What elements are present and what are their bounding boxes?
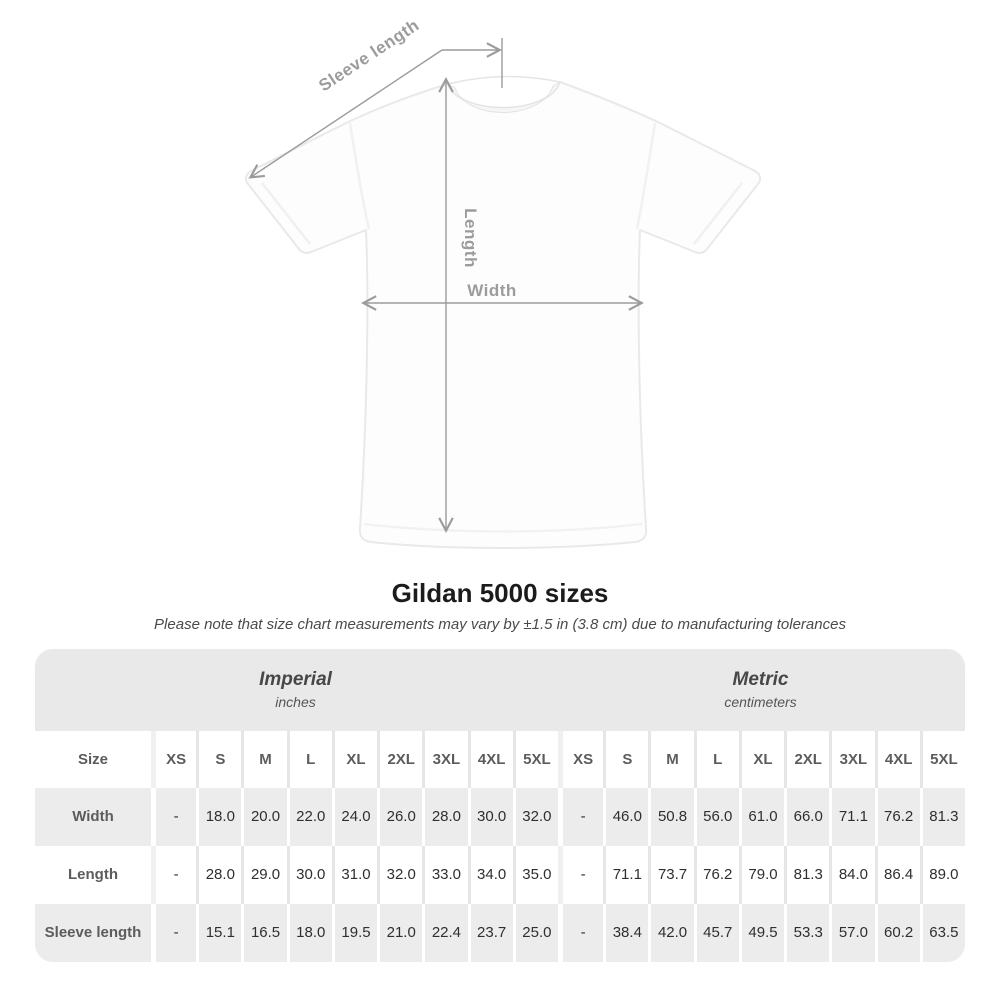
tolerance-note: Please note that size chart measurements may vary by ±1.5 in (3.8 cm) due to manufacturing tolerances (154, 615, 846, 633)
table-cell: 26.0 (377, 788, 422, 846)
table-cell: 76.2 (875, 788, 920, 846)
table-cell: - (558, 788, 603, 846)
table-cell: L (287, 731, 332, 788)
table-cell: 15.1 (196, 904, 241, 962)
table-cell: 21.0 (377, 904, 422, 962)
table-cell: 53.3 (784, 904, 829, 962)
table-cell: 61.0 (739, 788, 784, 846)
table-cell: 71.1 (603, 846, 648, 904)
metric-label: Metric (732, 669, 789, 691)
table-cell: 33.0 (422, 846, 467, 904)
table-cell: 49.5 (739, 904, 784, 962)
metric-unit-label: centimeters (724, 694, 797, 711)
table-cell: 50.8 (648, 788, 693, 846)
imperial-label: Imperial (259, 669, 332, 691)
table-cell: 16.5 (241, 904, 286, 962)
table-cell: 19.5 (332, 904, 377, 962)
table-cell: M (241, 731, 286, 788)
imperial-unit-label: inches (275, 694, 316, 711)
table-cell: 71.1 (829, 788, 874, 846)
table-cell: 24.0 (332, 788, 377, 846)
table-cell: 30.0 (468, 788, 513, 846)
table-cell: 29.0 (241, 846, 286, 904)
table-cell: 32.0 (513, 788, 558, 846)
table-cell: - (151, 846, 196, 904)
table-cell: M (648, 731, 693, 788)
table-cell: 34.0 (468, 846, 513, 904)
width-row-label: Width (72, 808, 114, 826)
table-cell: XS (151, 731, 196, 788)
table-cell: 32.0 (377, 846, 422, 904)
table-cell: 18.0 (196, 788, 241, 846)
sleeve-length-label: Sleeve length (315, 15, 423, 96)
table-cell: 45.7 (694, 904, 739, 962)
length-label: Length (461, 208, 480, 268)
table-cell: S (603, 731, 648, 788)
sleeve-length-row (35, 904, 965, 962)
table-cell: 84.0 (829, 846, 874, 904)
table-cell: 3XL (829, 731, 874, 788)
imperial-group-header (35, 649, 556, 731)
metric-group-header (556, 649, 965, 731)
table-cell: 38.4 (603, 904, 648, 962)
table-cell: S (196, 731, 241, 788)
length-row (35, 846, 965, 904)
heading (0, 579, 1000, 633)
width-label: Width (467, 281, 517, 300)
table-cell: 2XL (784, 731, 829, 788)
table-cell: 23.7 (468, 904, 513, 962)
unit-group-header (35, 649, 965, 731)
table-cell: 31.0 (332, 846, 377, 904)
table-cell: XS (558, 731, 603, 788)
table-cell: 4XL (468, 731, 513, 788)
table-cell: 35.0 (513, 846, 558, 904)
table-cell: XL (332, 731, 377, 788)
width-row (35, 788, 965, 846)
table-cell: 79.0 (739, 846, 784, 904)
table-cell: 60.2 (875, 904, 920, 962)
table-cell: 81.3 (920, 788, 965, 846)
size-row-label: Size (77, 750, 108, 768)
table-cell: 18.0 (287, 904, 332, 962)
table-cell: 46.0 (603, 788, 648, 846)
sleeve-length-row-label: Sleeve length (44, 924, 142, 942)
table-cell: - (558, 904, 603, 962)
table-cell: 86.4 (875, 846, 920, 904)
table-cell: 4XL (875, 731, 920, 788)
table-cell: 66.0 (784, 788, 829, 846)
table-cell: 22.0 (287, 788, 332, 846)
table-cell: 73.7 (648, 846, 693, 904)
table-cell: 5XL (920, 731, 965, 788)
table-cell: 22.4 (422, 904, 467, 962)
table-cell: 76.2 (694, 846, 739, 904)
table-cell: L (694, 731, 739, 788)
table-cell: XL (739, 731, 784, 788)
table-cell: - (558, 846, 603, 904)
length-row-label: Length (68, 866, 118, 884)
table-cell: - (151, 904, 196, 962)
table-cell: 89.0 (920, 846, 965, 904)
table-cell: 56.0 (694, 788, 739, 846)
table-cell: 5XL (513, 731, 558, 788)
table-cell: 42.0 (648, 904, 693, 962)
table-cell: 30.0 (287, 846, 332, 904)
table-cell: 28.0 (422, 788, 467, 846)
table-cell: 57.0 (829, 904, 874, 962)
table-cell: 81.3 (784, 846, 829, 904)
tshirt-silhouette (246, 76, 760, 548)
table-cell: 3XL (422, 731, 467, 788)
size-header-row (35, 731, 965, 788)
size-chart-table (35, 649, 965, 962)
table-cell: 28.0 (196, 846, 241, 904)
table-cell: 25.0 (513, 904, 558, 962)
table-cell: 63.5 (920, 904, 965, 962)
table-cell: 2XL (377, 731, 422, 788)
table-cell: 20.0 (241, 788, 286, 846)
page-title: Gildan 5000 sizes (391, 578, 609, 608)
table-cell: - (151, 788, 196, 846)
